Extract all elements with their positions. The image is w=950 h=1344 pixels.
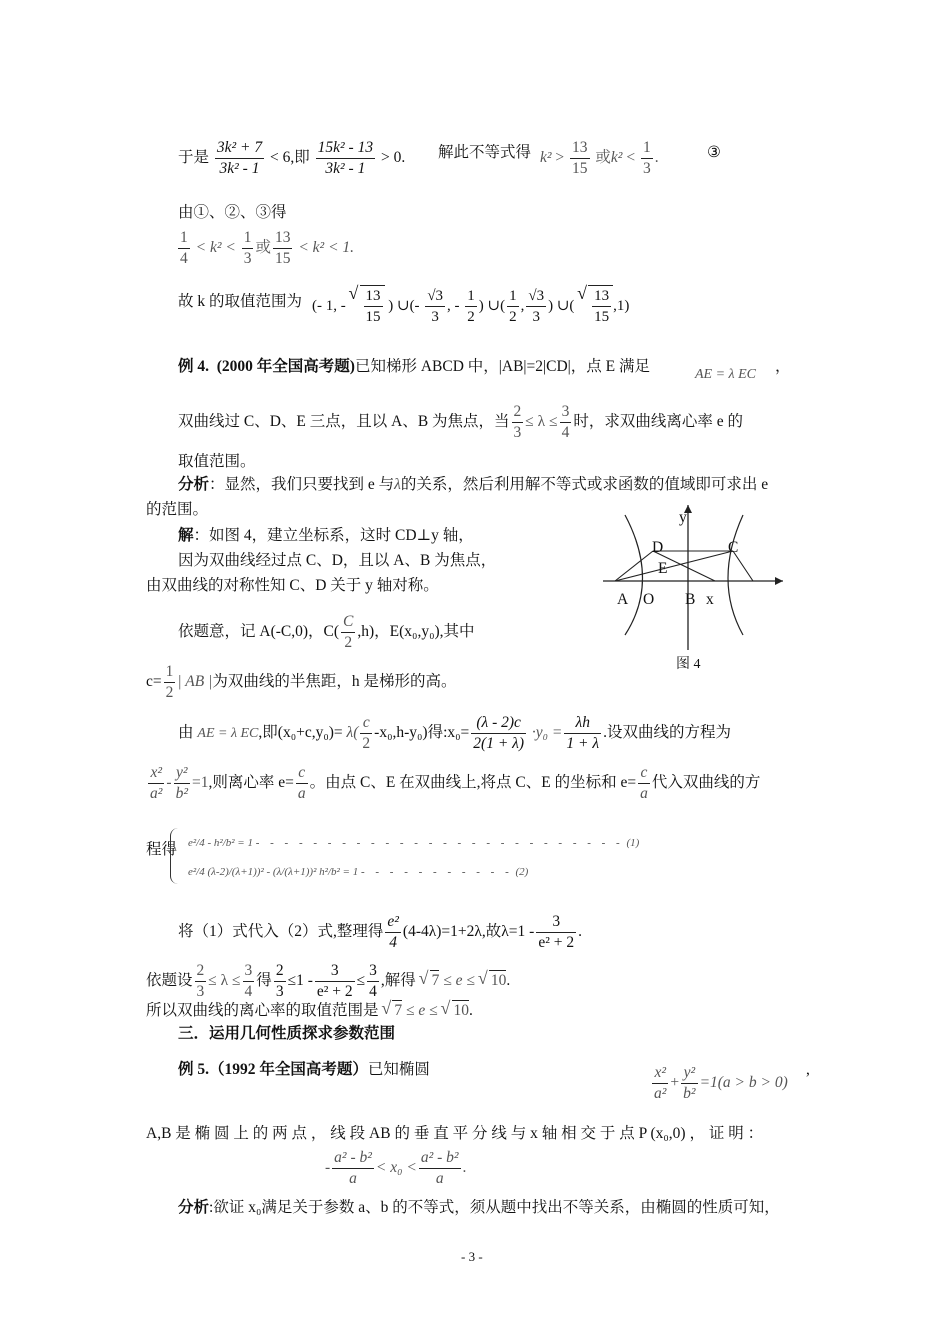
denominator: a <box>435 1170 444 1187</box>
k-squared: k² <box>540 149 552 167</box>
range-line <box>178 292 302 312</box>
fraction <box>195 961 207 1002</box>
text-prefix: 于是 <box>178 149 210 167</box>
text: 故 k 的取值范围为 <box>178 293 303 310</box>
numerator: √3 <box>526 286 546 307</box>
text: , <box>806 1061 810 1078</box>
denominator: 2(1 + λ) <box>473 735 525 752</box>
text: 依题设 <box>146 972 193 990</box>
period: . <box>654 149 659 167</box>
example-source: （1992 年全国高考题） <box>209 1061 368 1078</box>
text: ≤ <box>356 972 366 990</box>
denominator: 4 <box>389 934 398 951</box>
operator: > <box>555 149 565 167</box>
denominator: 15 <box>572 160 588 177</box>
equation-number: (1) <box>626 837 640 849</box>
denominator: 4 <box>244 983 253 1000</box>
numerator: λh <box>564 713 601 734</box>
figure-label-x <box>706 590 714 610</box>
sqrt <box>588 285 613 327</box>
solution-line-1 <box>178 526 474 546</box>
denominator: b² <box>683 1085 696 1102</box>
paragraph-line <box>146 500 208 520</box>
text: ·y₀ = <box>531 724 563 742</box>
fraction <box>274 961 286 1002</box>
text: 双曲线过 C、D、E 三点，且以 A、B 为焦点，当 <box>178 413 510 431</box>
fraction <box>316 138 375 179</box>
circled-3-marker <box>707 143 721 163</box>
denominator: 2 <box>509 309 517 325</box>
denominator: e² + 2 <box>316 983 353 1000</box>
numerator: 2 <box>512 402 524 423</box>
denominator: 3k² - 1 <box>325 160 366 177</box>
fraction <box>564 713 601 754</box>
fraction <box>178 228 190 269</box>
text-mid: < 6,即 <box>270 149 310 167</box>
label: x <box>706 591 714 608</box>
x-axis-arrow <box>775 577 783 585</box>
text: - <box>166 774 172 792</box>
label: B <box>685 591 696 608</box>
denominator: e² + 2 <box>538 934 575 951</box>
denominator: 2 <box>467 309 475 325</box>
numerator: x² <box>148 763 164 784</box>
text: ：如图 4，建立坐标系，这时 CD⊥y 轴， <box>193 527 474 544</box>
denominator: 2 <box>165 684 174 701</box>
fraction <box>385 912 401 953</box>
text: ,则离心率 e= <box>208 774 294 792</box>
marker: ③ <box>707 144 721 161</box>
text: ) ∪( <box>548 297 575 314</box>
denominator: a² <box>654 1085 667 1102</box>
example-5-inequality <box>325 1148 466 1189</box>
text: 的关系，然后利用解不等式或求函数的值域即可求出 e <box>400 476 769 493</box>
text: ,解得 <box>380 972 416 990</box>
numerator: 3 <box>243 961 255 982</box>
denominator: 2 <box>344 634 353 651</box>
operator: < <box>626 149 636 167</box>
numerator: 1 <box>507 286 519 307</box>
denominator: 4 <box>369 983 377 1000</box>
text: 由①、②、③得 <box>178 204 287 221</box>
text: 依题意，记 A(-C,0)，C( <box>178 623 340 641</box>
label: D <box>652 539 664 556</box>
fraction <box>273 228 293 269</box>
example-5-heading <box>178 1060 430 1080</box>
denominator: b² <box>175 785 188 802</box>
text: , - <box>447 297 460 314</box>
sqrt <box>489 970 507 991</box>
radicand: 7 <box>431 972 440 990</box>
text: .设双曲线的方程为 <box>603 724 731 742</box>
solution-line-5 <box>146 662 456 703</box>
text: ) ∪(- <box>388 297 420 314</box>
text: ， <box>775 358 791 375</box>
text: ≤ λ ≤ <box>208 972 241 990</box>
numerator: 2 <box>195 961 207 982</box>
formula-line-10 <box>146 961 510 1002</box>
conclusion-line <box>146 1000 473 1021</box>
inequality-line-3 <box>176 228 354 269</box>
text: < x₀ < <box>375 1159 417 1177</box>
formula: e²/4 (λ-2)/(λ+1))² - (λ/(λ+1))² h²/b² = 1 <box>188 866 359 878</box>
analysis-label: 分析 <box>178 476 210 493</box>
example-label: 例 4. <box>178 358 210 375</box>
example-source: (2000 年全国高考题) <box>216 358 355 375</box>
formula: AE = λ EC <box>695 367 757 382</box>
text: 程得 <box>146 841 178 858</box>
sqrt <box>392 1000 402 1021</box>
label: y <box>679 509 687 526</box>
text: =1(a > b > 0) <box>699 1074 788 1092</box>
numerator: 3 <box>536 912 576 933</box>
analysis-label: 分析 <box>178 1199 210 1216</box>
fraction <box>419 1148 461 1189</box>
text: | AB | <box>177 673 213 691</box>
text: < k² < <box>195 239 236 257</box>
system-equation-1: e²/4 - h²/b² = 1 - - - - - - - - - - - - - - - - - - - - - - - - - - (1) <box>188 837 640 849</box>
or-text: 或 <box>255 239 271 257</box>
text: + <box>670 1074 680 1092</box>
k-squared: k² <box>610 149 623 167</box>
inequality-line-1 <box>178 138 405 179</box>
inequality-line-1-text <box>438 143 531 163</box>
text: 为双曲线的半焦距，h 是梯形的高。 <box>212 673 457 691</box>
denominator: 3 <box>196 983 205 1000</box>
sqrt <box>430 970 440 991</box>
figure-label-a <box>617 590 628 610</box>
example-4-heading <box>178 357 650 377</box>
fraction <box>367 961 379 1002</box>
fraction <box>536 912 576 953</box>
fraction <box>296 763 308 804</box>
solution-line-2 <box>178 551 496 571</box>
denominator: 3 <box>642 160 651 177</box>
numerator: a² - b² <box>332 1148 374 1169</box>
numerator: C <box>341 612 355 633</box>
sqrt <box>452 1000 470 1021</box>
radicand: 10 <box>490 972 507 990</box>
text-mid: > 0. <box>380 149 406 167</box>
solution-line-3 <box>146 576 439 596</box>
fraction <box>507 286 519 327</box>
formula-line-7 <box>146 763 760 804</box>
section-heading <box>178 1024 395 1044</box>
page-number <box>461 1247 483 1267</box>
fraction <box>341 612 355 653</box>
label: A <box>617 591 629 608</box>
numerator: 13 <box>570 138 590 159</box>
denominator: a <box>297 785 306 802</box>
hyperbola-right-branch <box>728 515 743 635</box>
fraction <box>652 1063 668 1104</box>
formula-line-9 <box>178 912 582 953</box>
text: (- 1, - <box>312 297 346 314</box>
text: :欲证 x₀满足关于参数 a、b 的不等式，须从题中找出不等关系，由椭圆的性质可知， <box>209 1199 780 1216</box>
solution-line-4 <box>178 612 475 653</box>
solution-label: 解 <box>178 527 194 544</box>
text: ≤ e ≤ <box>443 972 475 990</box>
numerator: y² <box>174 763 190 784</box>
denominator: 3k² - 1 <box>219 160 260 177</box>
fraction <box>425 286 445 327</box>
radicand: 7 <box>394 1002 403 1019</box>
fraction <box>164 662 176 703</box>
formula-line-6 <box>178 713 731 754</box>
text: ) ∪( <box>478 297 506 314</box>
range-formula <box>312 285 629 327</box>
diagonal-ac <box>615 551 733 581</box>
numerator: 1 <box>641 138 653 159</box>
text: 由 <box>178 724 194 742</box>
period: . <box>578 923 582 941</box>
figure-label-b <box>685 590 695 610</box>
text: , <box>520 297 525 314</box>
fraction <box>465 286 477 327</box>
denominator: 4 <box>561 424 570 441</box>
numerator: 3 <box>560 402 572 423</box>
numerator: e² <box>385 912 401 933</box>
system-brace <box>170 828 183 884</box>
numerator: 1 <box>242 228 254 249</box>
system-equation-2: e²/4 (λ-2)/(λ+1))² - (λ/(λ+1))² h²/b² = 1 - - - - - - - - - - - (2) <box>188 866 529 878</box>
text: A,B 是 椭 圆 上 的 两 点 ， 线 段 AB 的 垂 直 平 分 线 与 x 轴 相 交 于 点 P (x₀,0) ， 证 明 ： <box>146 1125 764 1142</box>
denominator: a <box>349 1170 357 1187</box>
text: - 3 - <box>461 1249 483 1264</box>
paragraph-line <box>178 452 256 472</box>
numerator: c <box>296 763 308 784</box>
text: 所以双曲线的离心率的取值范围是 <box>146 1002 379 1019</box>
text: =1 <box>191 774 209 792</box>
numerator: √3 <box>425 286 445 307</box>
fraction <box>360 713 372 754</box>
fraction <box>332 1148 374 1189</box>
vector-equation <box>695 365 756 385</box>
numerator: x² <box>652 1063 668 1084</box>
figure-label-c <box>728 538 738 558</box>
or-text: 或 <box>595 149 611 167</box>
numerator: 3k² + 7 <box>215 138 264 159</box>
denominator: 3 <box>513 424 522 441</box>
example-4-line-2 <box>178 402 743 443</box>
numerator: a² - b² <box>419 1148 461 1169</box>
fraction: √ $\frac{13}{15}$ <box>365 288 381 325</box>
figure-label-e <box>658 559 667 579</box>
inequality-line-1-result <box>540 138 659 179</box>
label: O <box>643 591 655 608</box>
numerator: 1 <box>178 228 190 249</box>
numerator: y² <box>681 1063 697 1084</box>
text: 已知椭圆 <box>367 1061 430 1078</box>
formula: e²/4 - h²/b² = 1 <box>188 837 253 849</box>
fraction <box>641 138 653 179</box>
period: . <box>506 972 511 990</box>
text: λ( <box>346 724 359 742</box>
fraction <box>243 961 255 1002</box>
text: 时，求双曲线离心率 e 的 <box>573 413 743 431</box>
fraction <box>148 763 164 804</box>
text: 取值范围。 <box>178 453 256 470</box>
analysis-line <box>178 475 768 495</box>
label: E <box>658 560 668 577</box>
denominator: 3 <box>243 250 252 267</box>
fraction: √ $\frac{13}{15}$ <box>594 288 610 325</box>
text: -x₀,h-y₀)得:x₀= <box>374 724 470 742</box>
fraction <box>560 402 572 443</box>
caption: 图 4 <box>676 657 701 672</box>
denominator: 2 <box>362 735 371 752</box>
text: c= <box>146 673 162 691</box>
period: . <box>462 1159 467 1177</box>
fraction <box>526 286 546 327</box>
text: ：显然，我们只要找到 e 与 <box>209 476 395 493</box>
numerator: 1 <box>465 286 477 307</box>
denominator: a <box>640 785 648 802</box>
text: 的范围。 <box>146 501 209 518</box>
paragraph-line <box>178 203 287 223</box>
analysis-line-2 <box>178 1198 780 1218</box>
figure-label-d <box>652 538 663 558</box>
figure-label-o <box>643 590 654 610</box>
numerator: 15k² - 13 <box>316 138 375 159</box>
equation-number: (2) <box>515 866 529 878</box>
denominator: 4 <box>180 250 188 267</box>
vector-equation: AE = λ EC <box>197 726 259 742</box>
example-label: 例 5. <box>178 1061 210 1078</box>
text: 将（1）式代入（2）式,整理得 <box>178 923 384 941</box>
fraction <box>512 402 524 443</box>
example-5-line-2 <box>146 1124 763 1144</box>
text: 已知梯形 ABCD 中，|AB|=2|CD|，点 E 满足 <box>354 358 650 375</box>
text: 得 <box>256 972 272 990</box>
numerator: (λ - 2)c <box>471 713 526 734</box>
text: - <box>325 1159 331 1177</box>
text: 解此不等式得 <box>438 144 532 161</box>
figure-caption <box>676 655 701 675</box>
fraction <box>174 763 190 804</box>
numerator: 2 <box>274 961 286 982</box>
fraction <box>681 1063 697 1104</box>
text: ,h)，E(x₀,y₀),其中 <box>357 623 475 641</box>
text: 。由点 C、E 在双曲线上,将点 C、E 的坐标和 e= <box>309 774 637 792</box>
text: ≤1 - <box>287 972 313 990</box>
period: . <box>469 1002 473 1019</box>
fraction <box>570 138 590 179</box>
text: < k² < 1. <box>298 239 355 257</box>
text: ≤ λ ≤ <box>525 413 558 431</box>
sqrt <box>360 285 385 327</box>
comma <box>806 1060 810 1080</box>
fraction <box>242 228 254 269</box>
ellipse-equation <box>650 1063 788 1104</box>
text: ,即(x₀+c,y₀)= <box>258 724 343 742</box>
lambda: λ <box>394 476 401 493</box>
figure-label-y <box>679 508 687 528</box>
fraction <box>638 763 650 804</box>
numerator: 3 <box>367 961 379 982</box>
text: (4-4λ)=1+2λ,故λ=1 - <box>402 923 535 941</box>
text: ≤ e ≤ <box>406 1002 438 1019</box>
denominator: 1 + λ <box>566 735 600 752</box>
text: 由双曲线的对称性知 C、D 关于 y 轴对称。 <box>146 577 439 594</box>
numerator: 13 <box>273 228 293 249</box>
text: 代入双曲线的方 <box>651 774 761 792</box>
comma <box>775 357 791 377</box>
label: C <box>728 539 739 556</box>
denominator: 3 <box>275 983 284 1000</box>
radicand: 10 <box>453 1002 470 1019</box>
text: ,1) <box>613 297 630 314</box>
denominator: 15 <box>274 250 291 267</box>
text: 三．运用几何性质探求参数范围 <box>178 1025 396 1042</box>
numerator: c <box>360 713 372 734</box>
fraction <box>471 713 526 754</box>
numerator: 3 <box>315 961 355 982</box>
denominator: a² <box>150 785 163 802</box>
text: 因为双曲线经过点 C、D，且以 A、B 为焦点， <box>178 552 497 569</box>
numerator: c <box>638 763 650 784</box>
numerator: 1 <box>164 662 176 683</box>
fraction <box>215 138 264 179</box>
denominator: 3 <box>431 309 439 325</box>
denominator: 3 <box>532 309 540 325</box>
fraction <box>315 961 355 1002</box>
